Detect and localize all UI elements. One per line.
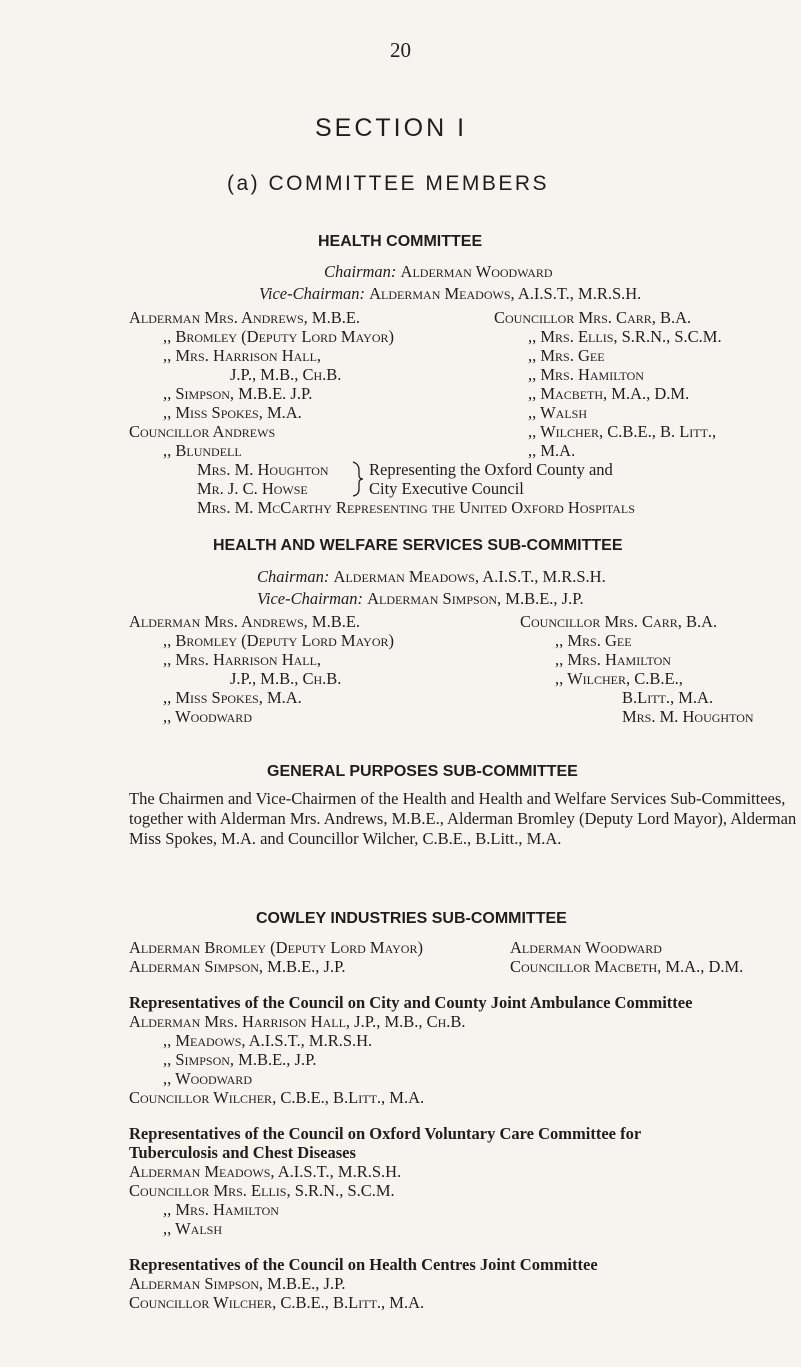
welfare-right-2: ,, Mrs. Hamilton: [555, 650, 671, 669]
ambulance-heading: Representatives of the Council on City and County Joint Ambulance Committee: [129, 993, 693, 1012]
health-left-6: Councillor Andrews: [129, 422, 276, 441]
health-right-2: ,, Mrs. Gee: [528, 346, 605, 365]
chairman-name: Alderman Woodward: [400, 262, 553, 281]
page-number: 20: [390, 38, 411, 62]
voluntary-line-0: Alderman Meadows, A.I.S.T., M.R.S.H.: [129, 1162, 402, 1181]
welfare-heading: HEALTH AND WELFARE SERVICES SUB-COMMITTEE: [213, 537, 623, 554]
cowley-heading: COWLEY INDUSTRIES SUB-COMMITTEE: [256, 910, 567, 927]
health-left-0: Alderman Mrs. Andrews, M.B.E.: [129, 308, 361, 327]
welfare-left-0: Alderman Mrs. Andrews, M.B.E.: [129, 612, 361, 631]
health-right-7: ,, M.A.: [528, 441, 576, 460]
health-left-5: ,, Miss Spokes, M.A.: [163, 403, 302, 422]
ambulance-line-2: ,, Simpson, M.B.E., J.P.: [163, 1050, 317, 1069]
ambulance-line-4: Councillor Wilcher, C.B.E., B.Litt., M.A.: [129, 1088, 425, 1107]
health-centres-line-0: Alderman Simpson, M.B.E., J.P.: [129, 1274, 346, 1293]
health-right-3: ,, Mrs. Hamilton: [528, 365, 644, 384]
vice-name: Alderman Meadows, A.I.S.T., M.R.S.H.: [369, 284, 642, 303]
welfare-right-4: B.Litt., M.A.: [622, 688, 714, 707]
health-vice-chairman: [259, 284, 641, 303]
rep-line-3: Mrs. M. McCarthy Representing the United Oxford Hospitals: [197, 498, 635, 517]
rep-line-1: Representing the Oxford County and: [369, 460, 613, 479]
health-left-7: ,, Blundell: [163, 441, 242, 460]
chairman-name: Alderman Meadows, A.I.S.T., M.R.S.H.: [333, 567, 606, 586]
ambulance-line-3: ,, Woodward: [163, 1069, 252, 1088]
cowley-right-1: Councillor Macbeth, M.A., D.M.: [510, 957, 744, 976]
health-right-5: ,, Walsh: [528, 403, 587, 422]
health-chairman: [324, 262, 553, 281]
vice-label: Vice-Chairman:: [259, 284, 366, 303]
chairman-label: Chairman:: [324, 262, 397, 281]
rep-name-2: Mr. J. C. Howse: [197, 479, 308, 498]
welfare-vice-chairman: [257, 589, 584, 608]
voluntary-heading-1: Representatives of the Council on Oxford Voluntary Care Committee for: [129, 1124, 642, 1143]
health-left-1: ,, Bromley (Deputy Lord Mayor): [163, 327, 394, 346]
vice-label: Vice-Chairman:: [257, 589, 364, 608]
cowley-left-1: Alderman Simpson, M.B.E., J.P.: [129, 957, 346, 976]
chairman-label: Chairman:: [257, 567, 330, 586]
ambulance-line-0: Alderman Mrs. Harrison Hall, J.P., M.B., Ch.B.: [129, 1012, 466, 1031]
health-left-2: ,, Mrs. Harrison Hall,: [163, 346, 322, 365]
health-left-4: ,, Simpson, M.B.E. J.P.: [163, 384, 313, 403]
welfare-chairman: [257, 567, 606, 586]
general-heading: GENERAL PURPOSES SUB-COMMITTEE: [267, 763, 578, 780]
voluntary-heading-2: Tuberculosis and Chest Diseases: [129, 1143, 356, 1162]
cowley-right-0: Alderman Woodward: [510, 938, 662, 957]
welfare-left-4: ,, Miss Spokes, M.A.: [163, 688, 302, 707]
health-right-1: ,, Mrs. Ellis, S.R.N., S.C.M.: [528, 327, 722, 346]
subsection-title: (a) COMMITTEE MEMBERS: [227, 172, 550, 195]
brace-icon: [351, 461, 365, 497]
voluntary-line-2: ,, Mrs. Hamilton: [163, 1200, 279, 1219]
welfare-left-1: ,, Bromley (Deputy Lord Mayor): [163, 631, 394, 650]
welfare-right-5: Mrs. M. Houghton: [622, 707, 754, 726]
welfare-right-3: ,, Wilcher, C.B.E.,: [555, 669, 683, 688]
welfare-right-0: Councillor Mrs. Carr, B.A.: [520, 612, 718, 631]
health-right-6: ,, Wilcher, C.B.E., B. Litt.,: [528, 422, 717, 441]
ambulance-line-1: ,, Meadows, A.I.S.T., M.R.S.H.: [163, 1031, 373, 1050]
vice-name: Alderman Simpson, M.B.E., J.P.: [367, 589, 584, 608]
voluntary-line-3: ,, Walsh: [163, 1219, 222, 1238]
health-centres-line-1: Councillor Wilcher, C.B.E., B.Litt., M.A.: [129, 1293, 425, 1312]
health-right-4: ,, Macbeth, M.A., D.M.: [528, 384, 690, 403]
section-title: SECTION I: [315, 114, 468, 142]
welfare-left-2: ,, Mrs. Harrison Hall,: [163, 650, 322, 669]
health-centres-heading: Representatives of the Council on Health Centres Joint Committee: [129, 1255, 598, 1274]
health-committee-heading: HEALTH COMMITTEE: [318, 233, 483, 250]
welfare-right-1: ,, Mrs. Gee: [555, 631, 632, 650]
health-left-3: J.P., M.B., Ch.B.: [230, 365, 342, 384]
rep-line-2: City Executive Council: [369, 479, 524, 498]
rep-name-1: Mrs. M. Houghton: [197, 460, 329, 479]
health-right-0: Councillor Mrs. Carr, B.A.: [494, 308, 692, 327]
voluntary-line-1: Councillor Mrs. Ellis, S.R.N., S.C.M.: [129, 1181, 395, 1200]
general-paragraph: The Chairmen and Vice-Chairmen of the Health and Health and Welfare Services Sub-Committees, together with Alderman Mrs. Andrews, M.B.E., Alderman Bromley (Deputy Lord Mayor), Alderman Miss Spokes, M.A. and Councillor Wilcher, C.B.E., B.Litt., M.A.: [129, 789, 797, 848]
cowley-left-0: Alderman Bromley (Deputy Lord Mayor): [129, 938, 423, 957]
welfare-left-3: J.P., M.B., Ch.B.: [230, 669, 342, 688]
welfare-left-5: ,, Woodward: [163, 707, 252, 726]
